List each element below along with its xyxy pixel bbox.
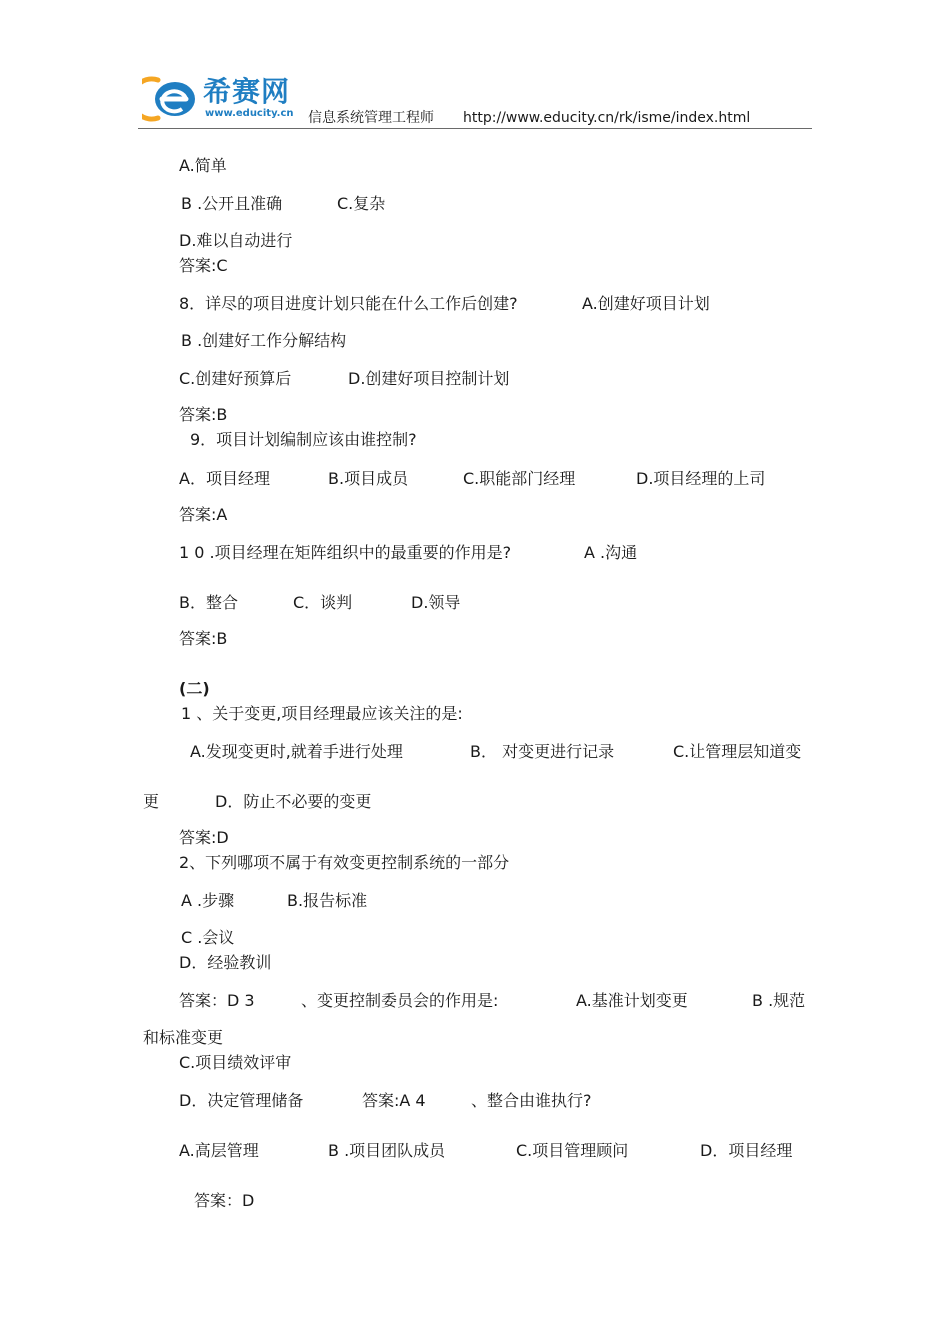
section-heading: (二) (179, 679, 210, 698)
question-line: 8．详尽的项目进度计划只能在什么工作后创建? ﻿ (179, 294, 523, 313)
option-line: A．项目经理 ﻿ (179, 469, 276, 488)
option-line: B．整合 ﻿ (179, 593, 244, 612)
answer-line: 答案:B (179, 629, 228, 648)
option-line: C.职能部门经理 ﻿ (463, 469, 581, 488)
header-title: 信息系统管理工程师 (308, 110, 434, 126)
option-line: B .规范 (752, 991, 806, 1010)
option-line: B .项目团队成员 ﻿ (328, 1141, 451, 1160)
option-line: B． 对变更进行记录 ﻿ (470, 742, 620, 761)
option-line: B .公开且准确 ﻿ (181, 194, 288, 213)
question-line: 9．项目计划编制应该由谁控制? (190, 430, 417, 449)
question-line: 2、下列哪项不属于有效变更控制系统的一部分 (179, 853, 510, 872)
option-line: A.高层管理 ﻿ (179, 1141, 264, 1160)
answer-line: 答案:A (179, 505, 228, 524)
option-line: 和标准变更 (143, 1028, 224, 1047)
option-line: C.项目管理顾问 ﻿ (516, 1141, 634, 1160)
option-line: A.基准计划变更 ﻿ (576, 991, 693, 1010)
option-line: D．项目经理 (700, 1141, 793, 1160)
header-url[interactable]: http://www.educity.cn/rk/isme/index.html (463, 110, 751, 126)
option-line: A .步骤 ﻿ (181, 891, 240, 910)
header-divider (138, 128, 812, 129)
question-line: ﻿、变更控制委员会的作用是: ﻿ (301, 991, 504, 1010)
option-line: A.简单 (179, 156, 227, 175)
option-line: 更 ﻿ (143, 792, 165, 811)
answer-line: 答案：D 3 (179, 991, 255, 1010)
question-line: 1 、关于变更,项目经理最应该关注的是: (181, 704, 463, 723)
logo-url: www.educity.cn (205, 108, 294, 119)
option-line: D．防止不必要的变更 (215, 792, 372, 811)
question-line: ﻿、整合由谁执行? (471, 1091, 592, 1110)
answer-line: 答案:D (179, 828, 229, 847)
option-line: D．决定管理储备 ﻿ (179, 1091, 309, 1110)
option-line: B.报告标准 (287, 891, 368, 910)
answer-line: 答案:C (179, 256, 228, 275)
option-line: C．谈判 ﻿ (293, 593, 358, 612)
question-line: 1 0 .项目经理在矩阵组织中的最重要的作用是? ﻿ (179, 543, 517, 562)
option-line: C.让管理层知道变 (673, 742, 802, 761)
answer-line: 答案：D (194, 1191, 255, 1210)
logo-text: 希赛网 (203, 75, 291, 108)
option-line: C.创建好预算后 ﻿ (179, 369, 297, 388)
option-line: B.项目成员 ﻿ (328, 469, 414, 488)
option-line: C .会议 (181, 928, 235, 947)
option-line: D．经验教训 (179, 953, 272, 972)
option-line: D.领导 (411, 593, 461, 612)
option-line: C.项目绩效评审 (179, 1053, 292, 1072)
option-line: A.发现变更时,就着手进行处理 ﻿ (190, 742, 408, 761)
option-line: A.创建好项目计划 (582, 294, 710, 313)
option-line: A .沟通 (584, 543, 638, 562)
answer-line: 答案:A 4 (362, 1091, 426, 1110)
option-line: D.难以自动进行 (179, 231, 293, 250)
option-line: B .创建好工作分解结构 (181, 331, 347, 350)
option-line: D.创建好项目控制计划 (348, 369, 510, 388)
answer-line: 答案:B (179, 405, 228, 424)
option-line: C.复杂 (337, 194, 386, 213)
option-line: D.项目经理的上司 (636, 469, 766, 488)
